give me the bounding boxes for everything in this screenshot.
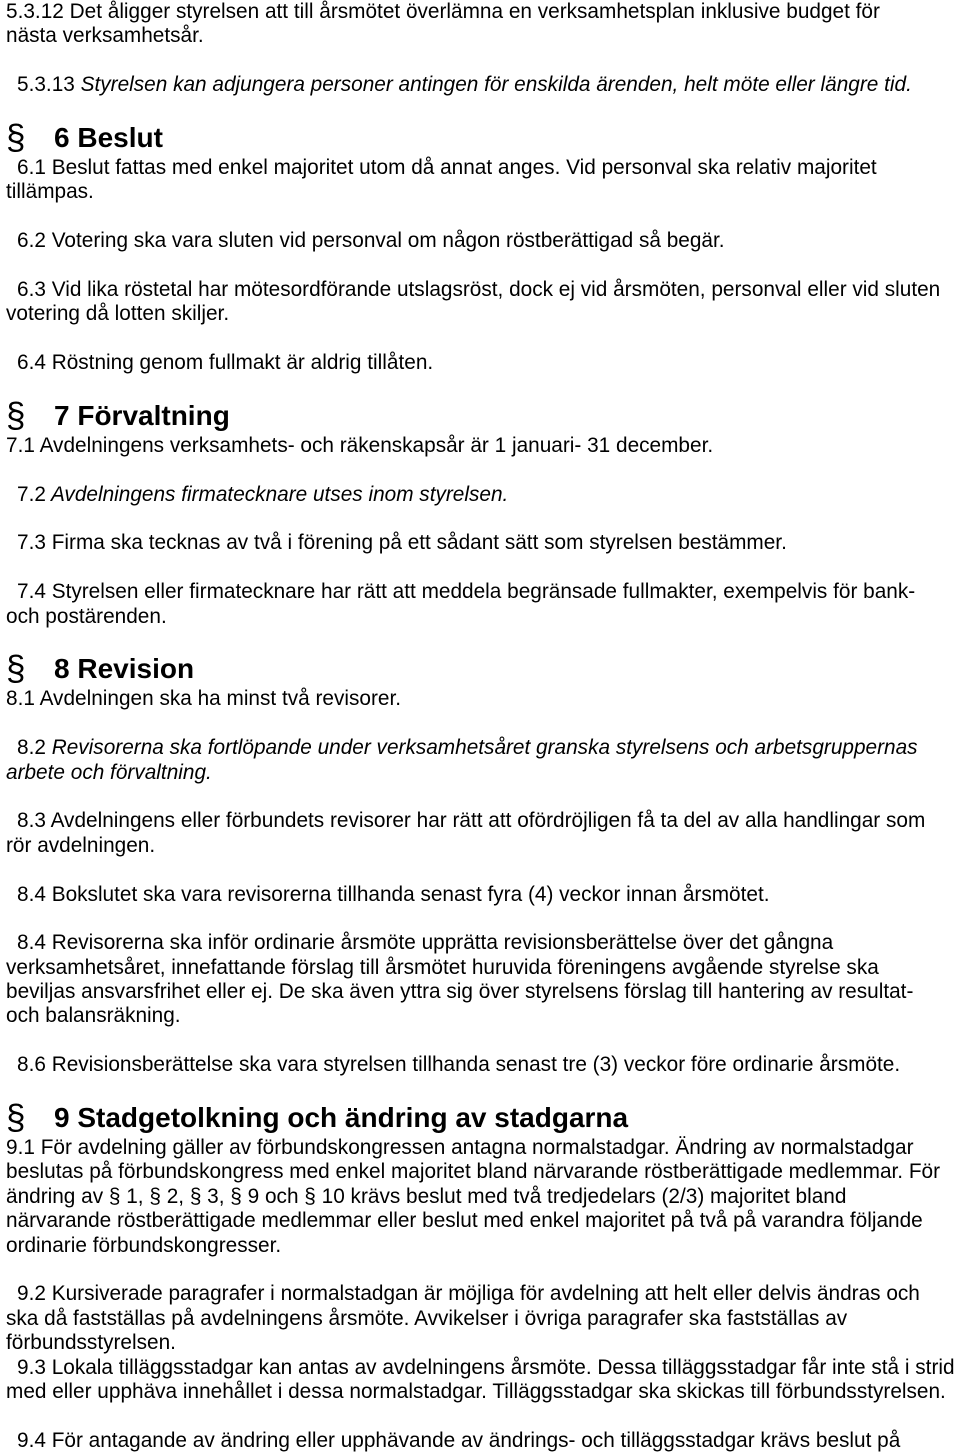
paragraph-number: 6.4 bbox=[17, 351, 46, 375]
paragraph-text: Votering ska vara sluten vid personval om någon röstberättigad så begär. bbox=[51, 229, 725, 253]
paragraph-6-4 bbox=[6, 351, 960, 375]
paragraph-line: beslutas på förbundskongress med enkel majoritet bland närvarande röstberättigade medlemmar. För bbox=[6, 1160, 941, 1184]
paragraph-9-4 bbox=[6, 1429, 960, 1453]
paragraph-text: Röstning genom fullmakt är aldrig tillåten. bbox=[51, 351, 434, 375]
paragraph-7-1 bbox=[6, 434, 960, 458]
paragraph-5-3-13 bbox=[6, 73, 960, 97]
paragraph-5-3-12 bbox=[6, 0, 960, 49]
paragraph-6-2 bbox=[6, 229, 960, 253]
section-sign: § bbox=[6, 117, 26, 157]
paragraph-number: 9.1 bbox=[6, 1136, 35, 1160]
paragraph-number: 8.6 bbox=[17, 1053, 46, 1077]
section-sign: § bbox=[6, 649, 26, 689]
paragraph-text: Styrelsen eller firmatecknare har rätt att meddela begränsade fullmakter, exempelvis för bank- bbox=[51, 580, 916, 604]
section-heading-6 bbox=[6, 117, 960, 157]
section-title: 9 Stadgetolkning och ändring av stadgarna bbox=[54, 1102, 629, 1134]
paragraph-line bbox=[6, 1136, 960, 1160]
paragraph-line: ska då fastställas på avdelningens årsmöte. Avvikelser i övriga paragrafer ska fastställas av bbox=[6, 1306, 848, 1330]
paragraph-text: Vid lika röstetal har mötesordförande utslagsröst, dock ej vid årsmöten, personval eller vid sluten bbox=[51, 277, 941, 301]
paragraph-8-4-bokslut bbox=[6, 883, 960, 907]
paragraph-text: Kursiverade paragrafer i normalstadgan är möjliga för avdelning att helt eller delvis ändras och bbox=[51, 1282, 920, 1306]
paragraph-line bbox=[6, 1429, 960, 1453]
paragraph-line: nästa verksamhetsår. bbox=[6, 24, 204, 48]
paragraph-8-3 bbox=[6, 809, 960, 858]
paragraph-line bbox=[6, 156, 960, 180]
paragraph-9-1 bbox=[6, 1136, 960, 1258]
paragraph-line bbox=[6, 809, 960, 833]
paragraph-6-1 bbox=[6, 156, 960, 205]
paragraph-text: Det åligger styrelsen att till årsmötet överlämna en verksamhetsplan inklusive budget för bbox=[69, 0, 880, 23]
paragraph-line bbox=[6, 931, 960, 955]
paragraph-text: Revisorerna ska fortlöpande under verksamhetsåret granska styrelsens och arbetsgruppernas bbox=[51, 736, 918, 760]
section-heading-8 bbox=[6, 649, 960, 689]
paragraph-line: förbundsstyrelsen. bbox=[6, 1331, 176, 1355]
paragraph-line bbox=[6, 73, 960, 97]
paragraph-number: 7.4 bbox=[17, 580, 46, 604]
section-title: 8 Revision bbox=[54, 653, 195, 685]
paragraph-text: Firma ska tecknas av två i förening på ett sådant sätt som styrelsen bestämmer. bbox=[51, 531, 787, 555]
paragraph-line bbox=[6, 1053, 960, 1077]
paragraph-line: arbete och förvaltning. bbox=[6, 760, 212, 784]
paragraph-9-2 bbox=[6, 1282, 960, 1355]
paragraph-number: 6.3 bbox=[17, 277, 46, 301]
paragraph-8-6 bbox=[6, 1053, 960, 1077]
section-title: 7 Förvaltning bbox=[54, 399, 230, 431]
section-heading-7 bbox=[6, 395, 960, 435]
paragraph-line: verksamhetsåret, innefattande förslag till årsmötet huruvida föreningens avgående styrelse ska bbox=[6, 955, 879, 979]
paragraph-line bbox=[6, 278, 960, 302]
paragraph-line bbox=[6, 229, 960, 253]
paragraph-text: Lokala tilläggsstadgar kan antas av avdelningens årsmöte. Dessa tilläggsstadgar får inte stå i strid bbox=[51, 1355, 955, 1379]
paragraph-text: Styrelsen kan adjungera personer antingen för enskilda ärenden, helt möte eller längre tid. bbox=[80, 73, 912, 97]
paragraph-line: och postärenden. bbox=[6, 604, 167, 628]
paragraph-number: 5.3.13 bbox=[17, 73, 75, 97]
paragraph-line bbox=[6, 351, 960, 375]
paragraph-line bbox=[6, 483, 960, 507]
paragraph-number: 8.4 bbox=[17, 931, 46, 955]
paragraph-text: Bokslutet ska vara revisorerna tillhanda senast fyra (4) veckor innan årsmötet. bbox=[51, 882, 770, 906]
section-title: 6 Beslut bbox=[54, 121, 163, 153]
paragraph-line: och balansräkning. bbox=[6, 1004, 181, 1028]
paragraph-number: 8.1 bbox=[6, 687, 35, 711]
paragraph-line: närvarande röstberättigade medlemmar eller beslut med enkel majoritet på två på varandra följande bbox=[6, 1209, 923, 1233]
section-heading-9 bbox=[6, 1098, 960, 1138]
paragraph-line: votering då lotten skiljer. bbox=[6, 302, 230, 326]
paragraph-text: Revisionsberättelse ska vara styrelsen tillhanda senast tre (3) veckor före ordinarie årsmöte. bbox=[51, 1053, 901, 1077]
paragraph-8-2 bbox=[6, 736, 960, 785]
paragraph-text: För antagande av ändring eller upphävande av ändrings- och tilläggsstadgar krävs beslut på bbox=[51, 1428, 901, 1452]
paragraph-text: Avdelningens eller förbundets revisorer har rätt att ofördröjligen få ta del av alla handlingar som bbox=[50, 809, 926, 833]
paragraph-number: 9.2 bbox=[17, 1282, 46, 1306]
paragraph-line: ordinarie förbundskongresser. bbox=[6, 1233, 282, 1257]
paragraph-line bbox=[6, 1356, 960, 1380]
paragraph-line bbox=[6, 531, 960, 555]
paragraph-line bbox=[6, 687, 960, 711]
paragraph-number: 8.4 bbox=[17, 882, 46, 906]
paragraph-text: Avdelningen ska ha minst två revisorer. bbox=[39, 687, 401, 711]
paragraph-8-1 bbox=[6, 687, 960, 711]
paragraph-text: Beslut fattas med enkel majoritet utom då annat anges. Vid personval ska relativ majoritet bbox=[51, 155, 877, 179]
paragraph-7-4 bbox=[6, 580, 960, 629]
paragraph-text: Avdelningens verksamhets- och räkenskapsår är 1 januari- 31 december. bbox=[39, 433, 714, 457]
paragraph-line: rör avdelningen. bbox=[6, 833, 156, 857]
paragraph-number: 9.3 bbox=[17, 1355, 46, 1379]
paragraph-text: För avdelning gäller av förbundskongressen antagna normalstadgar. Ändring av normalstadgar bbox=[40, 1136, 914, 1160]
paragraph-number: 5.3.12 bbox=[6, 0, 64, 23]
paragraph-line bbox=[6, 736, 960, 760]
paragraph-8-4-revisionsberattelse bbox=[6, 931, 960, 1029]
paragraph-line: ändring av § 1, § 2, § 3, § 9 och § 10 krävs beslut med två tredjedelars (2/3) majoritet bland bbox=[6, 1184, 847, 1208]
paragraph-line bbox=[6, 580, 960, 604]
paragraph-line: med eller upphäva innehållet i dessa normalstadgar. Tilläggsstadgar ska skickas till förbundsstyrelsen. bbox=[6, 1379, 946, 1403]
paragraph-7-3 bbox=[6, 531, 960, 555]
paragraph-line bbox=[6, 434, 960, 458]
paragraph-number: 6.1 bbox=[17, 155, 46, 179]
paragraph-number: 7.2 bbox=[17, 482, 46, 506]
paragraph-line: beviljas ansvarsfrihet eller ej. De ska även yttra sig över styrelsens förslag till hantering av resultat- bbox=[6, 980, 914, 1004]
paragraph-number: 6.2 bbox=[17, 229, 46, 253]
section-sign: § bbox=[6, 395, 26, 435]
paragraph-line bbox=[6, 0, 960, 24]
paragraph-9-3 bbox=[6, 1356, 960, 1405]
paragraph-number: 7.1 bbox=[6, 433, 35, 457]
paragraph-text: Avdelningens firmatecknare utses inom styrelsen. bbox=[50, 482, 509, 506]
paragraph-line bbox=[6, 883, 960, 907]
paragraph-7-2 bbox=[6, 483, 960, 507]
paragraph-number: 9.4 bbox=[17, 1428, 46, 1452]
paragraph-number: 7.3 bbox=[17, 531, 46, 555]
paragraph-6-3 bbox=[6, 278, 960, 327]
paragraph-number: 8.3 bbox=[17, 809, 46, 833]
section-sign: § bbox=[6, 1098, 26, 1138]
paragraph-text: Revisorerna ska inför ordinarie årsmöte upprätta revisionsberättelse över det gångna bbox=[51, 931, 834, 955]
paragraph-line: tillämpas. bbox=[6, 180, 94, 204]
paragraph-number: 8.2 bbox=[17, 736, 46, 760]
paragraph-line bbox=[6, 1282, 960, 1306]
